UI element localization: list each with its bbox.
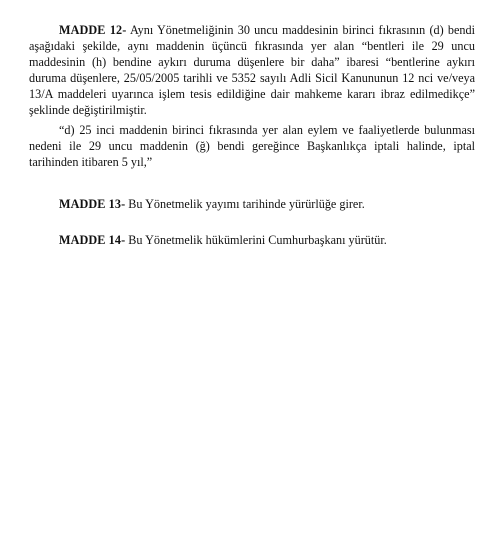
article-14-text: Bu Yönetmelik hükümlerini Cumhurbaşkanı yürütür. [125, 233, 387, 247]
article-14 [29, 232, 475, 248]
article-13 [29, 196, 475, 212]
amended-clause-d [29, 122, 475, 170]
article-12-heading: MADDE 12- [59, 23, 127, 37]
article-12-text: Aynı Yönetmeliğinin 30 uncu maddesinin birinci fıkrasının (d) bendi aşağıdaki şekilde, aynı maddenin üçüncü fıkrasında yer alan “bentleri ile 29 uncu maddesinin (h) bendine aykırı duruma düşenlere bir daha” ibaresi “bentlerine aykırı duruma düşenlere, 25/05/2005 tarihli ve 5352 sayılı Adli Sicil Kanununun 12 nci ve/veya 13/A maddeleri uyarınca işlem tesis edildiğine dair mahkeme kararı ibraz edilmedikçe” şeklinde değiştirilmiştir. [29, 23, 475, 117]
article-12 [29, 22, 475, 118]
amended-clause-d-text: “d) 25 inci maddenin birinci fıkrasında yer alan eylem ve faaliyetlerde bulunması nedeni ile 29 uncu maddenin (ğ) bendi gereğince Başkanlıkça iptali halinde, iptal tarihinden itibaren 5 yıl,” [29, 123, 475, 169]
article-14-heading: MADDE 14- [59, 233, 126, 247]
article-13-text: Bu Yönetmelik yayımı tarihinde yürürlüğe girer. [125, 197, 365, 211]
article-13-heading: MADDE 13- [59, 197, 126, 211]
